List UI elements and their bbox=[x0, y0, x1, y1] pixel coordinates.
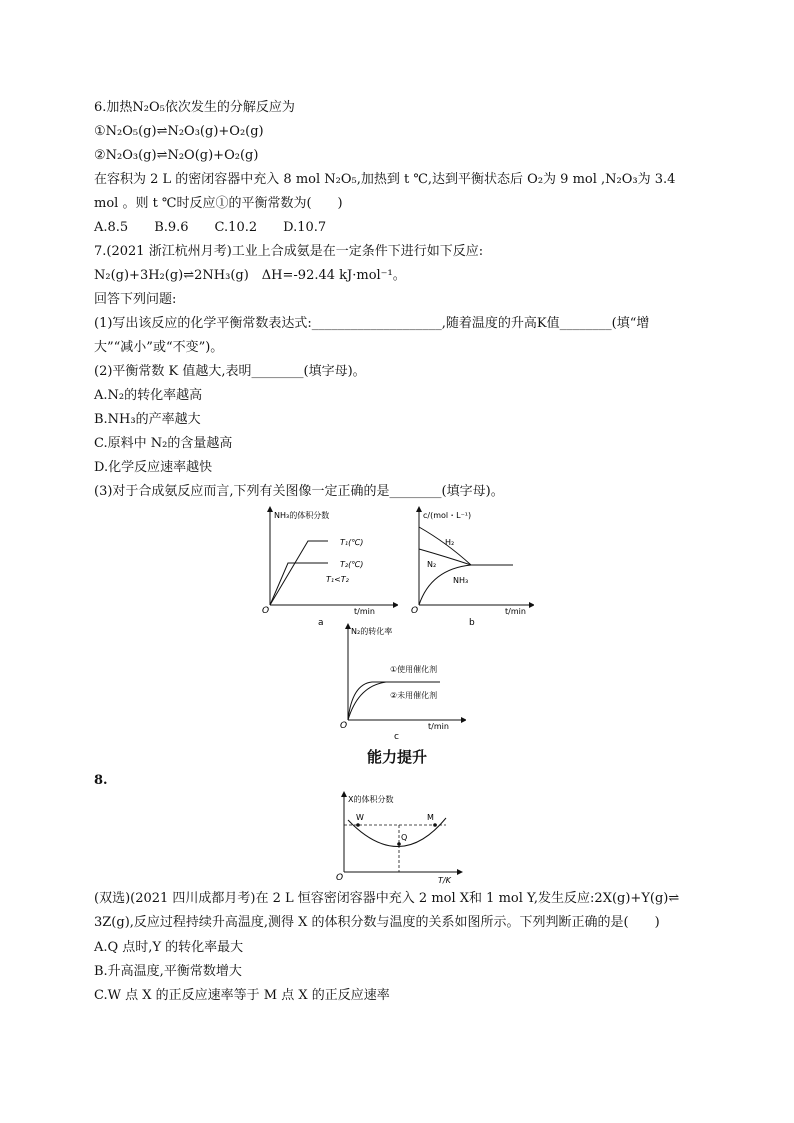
fig-b-curve-nh3 bbox=[419, 565, 471, 605]
figure-a bbox=[258, 505, 398, 627]
fig-b-label-h2: H₂ bbox=[445, 538, 455, 547]
fig-b-label-nh3: NH₃ bbox=[453, 576, 469, 585]
fig-c-xlabel: t/min bbox=[428, 722, 449, 731]
fig-b-label-n2: N₂ bbox=[427, 560, 437, 569]
fig-c-label-no-catalyst: ②未用催化剂 bbox=[390, 691, 438, 700]
fig-q8-label-w: W bbox=[356, 813, 364, 822]
q8-option-b: B.升高温度,平衡常数增大 bbox=[94, 964, 242, 979]
fig-b-ylabel: c/(mol・L⁻¹) bbox=[423, 511, 472, 520]
q7-option-a: A.N₂的转化率越高 bbox=[94, 388, 203, 403]
q7-stem: 7.(2021 浙江杭州月考)工业上合成氨是在一定条件下进行如下反应: bbox=[94, 244, 484, 259]
fig-c-caption: c bbox=[394, 732, 399, 740]
fig-q8-point-w bbox=[356, 823, 360, 827]
q8-option-a: A.Q 点时,Y 的转化率最大 bbox=[94, 940, 244, 955]
fig-b-caption: b bbox=[469, 618, 475, 627]
q6-options: A.8.5 B.9.6 C.10.2 D.10.7 bbox=[94, 220, 327, 235]
fig-c-curve-catalyst bbox=[348, 682, 440, 720]
fig-q8-curve bbox=[348, 818, 446, 847]
fig-a-condition: T₁<T₂ bbox=[326, 575, 349, 584]
fig-q8-label-q: Q bbox=[401, 833, 408, 842]
fig-q8-ylabel: X的体积分数 bbox=[348, 795, 394, 804]
section-title: 能力提升 bbox=[366, 748, 427, 766]
q7-option-b: B.NH₃的产率越大 bbox=[94, 412, 201, 427]
q8-option-c: C.W 点 X 的正反应速率等于 M 点 X 的正反应速率 bbox=[94, 988, 390, 1003]
fig-a-origin: O bbox=[262, 606, 270, 616]
fig-q8-point-q bbox=[397, 842, 401, 846]
fig-q8-label-m: M bbox=[427, 813, 434, 822]
fig-a-ylabel: NH₃的体积分数 bbox=[274, 511, 330, 520]
fig-c-curve-no-catalyst bbox=[348, 682, 386, 720]
q6-reaction-2: ②N₂O₃(g)⇌N₂O(g)+O₂(g) bbox=[94, 148, 259, 163]
fig-a-curve-t1 bbox=[270, 541, 328, 605]
q6-stem: 6.加热N₂O₅依次发生的分解反应为 bbox=[94, 100, 295, 115]
q6-reaction-1: ①N₂O₅(g)⇌N₂O₃(g)+O₂(g) bbox=[94, 124, 264, 139]
q6-text-1: 在容积为 2 L 的密闭容器中充入 8 mol N₂O₅,加热到 t ℃,达到平衡状态后 O₂为 9 mol ,N₂O₃为 3.4 bbox=[94, 172, 676, 187]
q7-prompt: 回答下列问题: bbox=[94, 292, 177, 307]
fig-c-label-catalyst: ①使用催化剂 bbox=[390, 665, 438, 674]
q8-number: 8. bbox=[94, 773, 108, 788]
q7-option-d: D.化学反应速率越快 bbox=[94, 460, 213, 475]
fig-a-curve-t2 bbox=[270, 563, 328, 605]
fig-a-label-t2: T₂(℃) bbox=[340, 560, 364, 569]
fig-q8-point-m bbox=[433, 823, 437, 827]
fig-q8-origin: O bbox=[336, 873, 344, 883]
q7-part1-a: (1)写出该反应的化学平衡常数表达式:____________________,随着温度的升高K值________(填“增 bbox=[94, 316, 650, 331]
figure-b bbox=[409, 505, 534, 627]
fig-a-caption: a bbox=[318, 618, 324, 627]
q7-reaction: N₂(g)+3H₂(g)⇌2NH₃(g) ΔH=-92.44 kJ·mol⁻¹。 bbox=[94, 268, 406, 283]
q6-text-2: mol 。则 t ℃时反应①的平衡常数为( ) bbox=[94, 196, 343, 211]
q7-option-c: C.原料中 N₂的含量越高 bbox=[94, 436, 233, 451]
figure-c bbox=[336, 622, 466, 740]
q7-part1-b: 大”“减小”或“不变”)。 bbox=[94, 340, 224, 355]
q8-text-2: 3Z(g),反应过程持续升高温度,测得 X 的体积分数与温度的关系如图所示。下列判断正确的是( ) bbox=[94, 915, 660, 930]
fig-c-origin: O bbox=[340, 721, 348, 731]
fig-q8-xlabel: T/K bbox=[438, 876, 451, 885]
q7-part3: (3)对于合成氨反应而言,下列有关图像一定正确的是________(填字母)。 bbox=[94, 484, 504, 499]
fig-b-origin: O bbox=[411, 606, 419, 616]
q7-part2: (2)平衡常数 K 值越大,表明________(填字母)。 bbox=[94, 364, 366, 379]
q8-text-1: (双选)(2021 四川成都月考)在 2 L 恒容密闭容器中充入 2 mol X和 1 mol Y,发生反应:2X(g)+Y(g)⇌ bbox=[94, 891, 680, 906]
fig-c-ylabel: N₂的转化率 bbox=[351, 627, 393, 636]
fig-a-label-t1: T₁(℃) bbox=[340, 538, 364, 547]
figure-q8 bbox=[334, 790, 464, 886]
fig-a-xlabel: t/min bbox=[354, 607, 375, 616]
fig-b-xlabel: t/min bbox=[505, 607, 526, 616]
